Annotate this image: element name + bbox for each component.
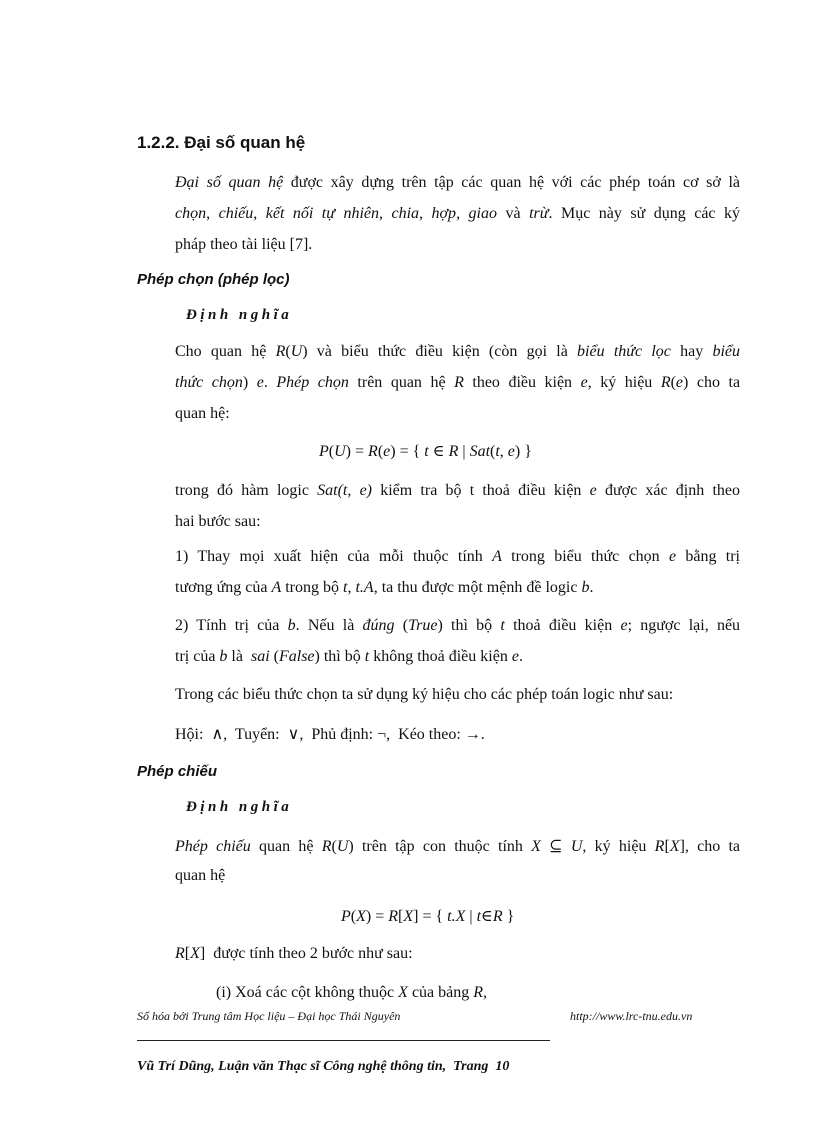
projection-definition-label: Định nghĩa [186,799,293,815]
footer-divider [137,1040,550,1041]
projection-p2: R[X] được tính theo 2 bước như sau: [175,945,413,962]
selection-heading: Phép chọn (phép lọc) [137,271,290,288]
projection-p1-line-2: quan hệ [175,867,226,884]
footer-url[interactable]: http://www.lrc-tnu.edu.vn [570,1009,693,1023]
footer-digitized-by: Số hóa bởi Trung tâm Học liệu – Đại học Thái Nguyên [137,1009,401,1023]
intro-line-3: pháp theo tài liệu [7]. [175,236,313,253]
projection-p3-step-i: (i) Xoá các cột không thuộc X của bảng R, [216,984,488,1001]
selection-step2-line-1: 2) Tính trị của b. Nếu là đúng (True) thì bộ t thoả điều kiện e; ngược lại, nếu [175,617,741,634]
selection-p4-logic-symbols: Hội: ∧, Tuyển: ∨, Phủ định: ¬, Kéo theo: →. [175,726,485,743]
selection-p1-line-1: Cho quan hệ R(U) và biểu thức điều kiện (còn gọi là biểu thức lọc hay biểu [175,343,741,360]
selection-definition-label: Định nghĩa [186,307,293,323]
selection-step1-line-1: 1) Thay mọi xuất hiện của mỗi thuộc tính A trong biểu thức chọn e bằng trị [175,548,741,565]
projection-p1-line-1: Phép chiếu quan hệ R(U) trên tập con thuộc tính X ⊆ U, ký hiệu R[X], cho ta [175,838,741,855]
selection-p1-line-3: quan hệ: [175,405,230,422]
selection-p3: Trong các biểu thức chọn ta sử dụng ký hiệu cho các phép toán logic như sau: [175,686,674,703]
selection-step2-line-2: trị của b là sai (False) thì bộ t không thoả điều kiện e. [175,648,523,665]
projection-formula: P(X) = R[X] = { t.X | t∈R } [341,908,515,925]
selection-p1-line-2: thức chọn) e. Phép chọn trên quan hệ R theo điều kiện e, ký hiệu R(e) cho ta [175,374,741,391]
selection-p2-line-1: trong đó hàm logic Sat(t, e) kiểm tra bộ t thoả điều kiện e được xác định theo [175,482,741,499]
selection-p2-line-2: hai bước sau: [175,513,261,530]
footer-thesis-info: Vũ Trí Dũng, Luận văn Thạc sĩ Công nghệ thông tin, Trang 10 [137,1059,510,1074]
intro-line-2: chọn, chiếu, kết nối tự nhiên, chia, hợp, giao và trừ. Mục này sử dụng các ký [175,205,741,222]
selection-step1-line-2: tương ứng của A trong bộ t, t.A, ta thu được một mệnh đề logic b. [175,579,594,596]
selection-formula: P(U) = R(e) = { t ∈ R | Sat(t, e) } [319,443,532,460]
section-title: 1.2.2. Đại số quan hệ [137,133,306,152]
projection-heading: Phép chiếu [137,763,218,780]
intro-line-1: Đại số quan hệ được xây dựng trên tập các quan hệ với các phép toán cơ sở là [175,174,741,191]
